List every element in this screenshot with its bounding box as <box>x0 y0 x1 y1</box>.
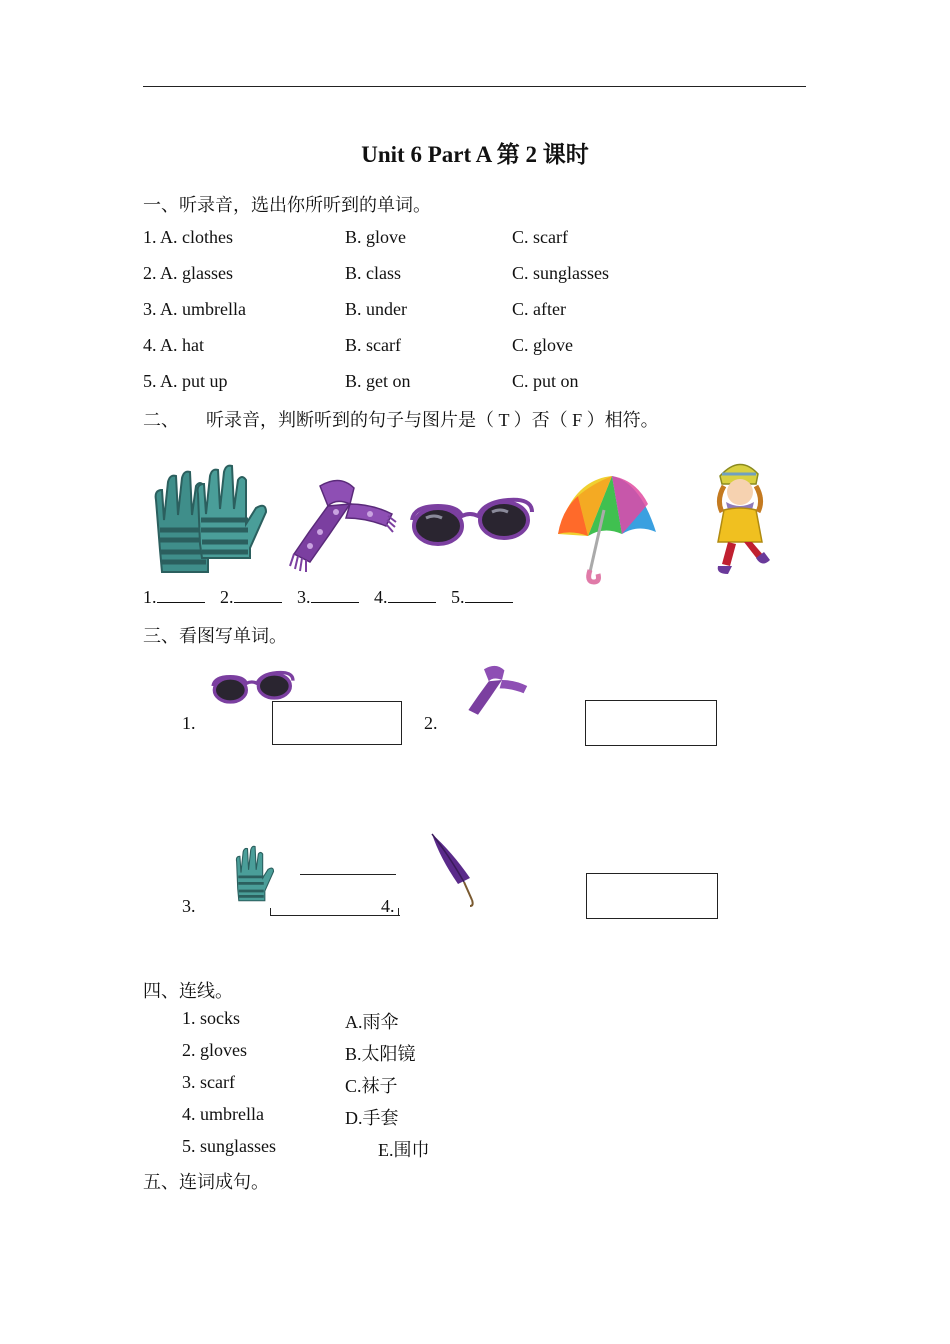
option-cell: B. class <box>345 263 401 283</box>
section4-heading: 四、连线。 <box>143 981 233 1001</box>
match-left-item[interactable]: 1. socks <box>182 1008 240 1028</box>
answer-line-top <box>300 874 396 875</box>
option-cell: 4. A. hat <box>143 335 204 355</box>
option-cell: 1. A. clothes <box>143 227 233 247</box>
scarf-icon <box>460 662 532 722</box>
tf-answer-blank[interactable] <box>234 588 282 603</box>
tf-answer-label: 5. <box>451 587 465 607</box>
section5-heading: 五、连词成句。 <box>143 1172 269 1192</box>
answer-box-4[interactable] <box>586 873 718 919</box>
match-left-item[interactable]: 2. gloves <box>182 1040 247 1060</box>
section2-heading: 二、 听录音，判断听到的句子与图片是（ T ）否（ F ）相符。 <box>143 410 659 430</box>
item-number: 1. <box>182 713 196 733</box>
tf-answer-blank[interactable] <box>465 588 513 603</box>
answer-box-2[interactable] <box>585 700 717 746</box>
match-right-item[interactable]: A.雨伞 <box>345 1012 399 1032</box>
tf-answer <box>451 587 513 608</box>
option-cell: C. scarf <box>512 227 568 247</box>
match-left-item[interactable]: 3. scarf <box>182 1072 235 1092</box>
option-cell: B. scarf <box>345 335 401 355</box>
sunglasses-picture <box>408 490 536 556</box>
option-cell: C. glove <box>512 335 573 355</box>
page-title: Unit 6 Part A 第 2 课时 <box>361 142 589 167</box>
option-cell: C. sunglasses <box>512 263 610 283</box>
option-cell: 2. A. glasses <box>143 263 233 283</box>
umbrella-icon <box>428 832 480 908</box>
match-left-item[interactable]: 5. sunglasses <box>182 1136 276 1156</box>
option-cell: 3. A. umbrella <box>143 299 246 319</box>
option-cell: B. under <box>345 299 407 319</box>
header-rule <box>143 86 806 87</box>
scarf-picture <box>280 474 400 574</box>
match-right-item[interactable]: D.手套 <box>345 1108 399 1128</box>
tf-answer-label: 3. <box>297 587 311 607</box>
match-right-item[interactable]: B.太阳镜 <box>345 1044 416 1064</box>
option-cell: C. after <box>512 299 566 319</box>
tf-answer-blank[interactable] <box>311 588 359 603</box>
tf-answer-blank[interactable] <box>388 588 436 603</box>
match-right-item[interactable]: C.袜子 <box>345 1076 398 1096</box>
answer-line-tick-right <box>398 908 399 916</box>
match-right-item[interactable]: E.围巾 <box>378 1140 430 1160</box>
tf-answer <box>220 587 282 608</box>
tf-answer-label: 1. <box>143 587 157 607</box>
gloves-picture <box>148 460 268 580</box>
option-cell: B. glove <box>345 227 406 247</box>
tf-answer <box>143 587 205 608</box>
answer-line-tick-left <box>270 908 271 916</box>
item-number: 3. <box>182 896 196 916</box>
match-left-item[interactable]: 4. umbrella <box>182 1104 264 1124</box>
tf-answer <box>374 587 436 608</box>
umbrella-picture <box>552 470 662 586</box>
option-cell: B. get on <box>345 371 411 391</box>
option-cell: 5. A. put up <box>143 371 228 391</box>
girl-picture <box>700 456 780 582</box>
option-cell: C. put on <box>512 371 579 391</box>
tf-answer-label: 4. <box>374 587 388 607</box>
answer-box-1[interactable] <box>272 701 402 745</box>
section3-heading: 三、看图写单词。 <box>143 626 287 646</box>
tf-answer-blank[interactable] <box>157 588 205 603</box>
tf-answer-label: 2. <box>220 587 234 607</box>
item-number: 4. <box>381 896 395 916</box>
section1-heading: 一、听录音，选出你所听到的单词。 <box>143 195 431 215</box>
item-number: 2. <box>424 713 438 733</box>
tf-answer <box>297 587 359 608</box>
glove-icon <box>228 840 280 904</box>
